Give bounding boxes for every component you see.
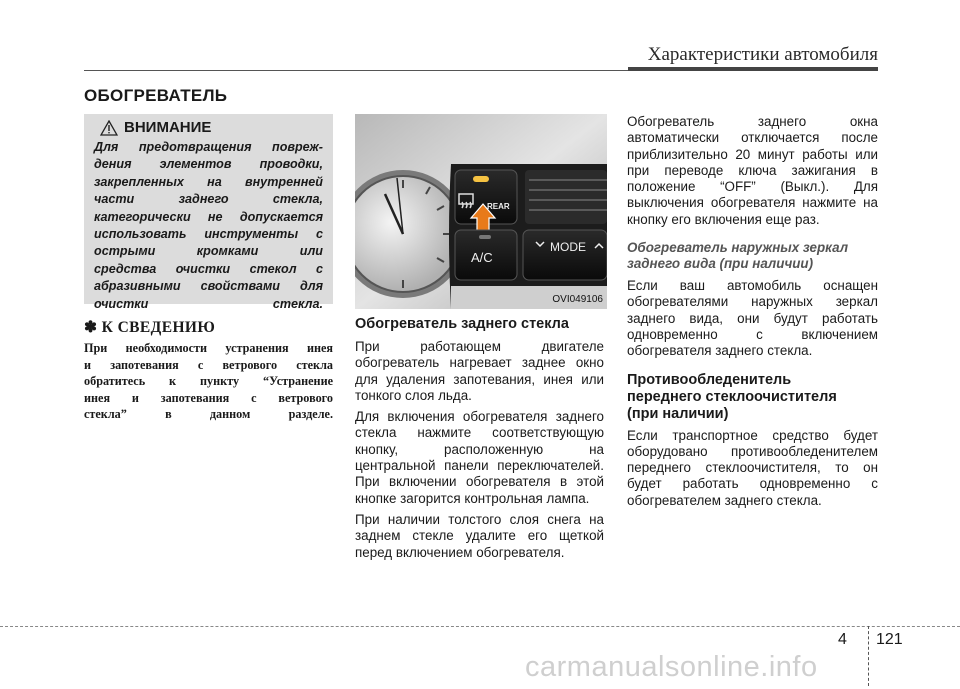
text-line: стекла нажмите соответствующую bbox=[355, 425, 604, 441]
rear-defroster-section bbox=[355, 316, 604, 561]
text-line: обогревателями наружных зеркал bbox=[627, 294, 878, 310]
rear-button-label: REAR bbox=[487, 202, 510, 211]
text-line: кнопку, расположенную на bbox=[355, 441, 604, 457]
section-number: 4 bbox=[838, 631, 847, 648]
note-text bbox=[84, 340, 333, 423]
text-line: выключения обогревателя нажмите на bbox=[627, 195, 878, 211]
warning-box bbox=[84, 114, 333, 311]
text-line: при переводе ключа зажигания в bbox=[627, 162, 878, 178]
warning-line: дения элементов проводки, bbox=[94, 157, 323, 172]
warning-line: категорически не допускается bbox=[94, 209, 323, 224]
header-rule-thick bbox=[628, 67, 878, 71]
heading-line: Обогреватель наружных зеркал bbox=[627, 240, 849, 256]
warning-line: средства очистки стекол с bbox=[94, 261, 323, 276]
text-line: перед включением обогревателя. bbox=[355, 544, 565, 560]
ac-button-label: A/C bbox=[471, 250, 493, 265]
paragraph bbox=[627, 278, 878, 359]
paragraph bbox=[355, 339, 604, 404]
paragraph bbox=[627, 428, 878, 509]
warning-text bbox=[94, 139, 323, 313]
text-line: Для включения обогревателя заднего bbox=[355, 409, 604, 425]
note-line: инея и запотевания с ветрового bbox=[84, 390, 333, 405]
warning-line: абразивными свойствами для bbox=[94, 279, 323, 294]
right-column bbox=[627, 114, 878, 509]
warning-line: Для предотвращения повреж- bbox=[94, 140, 323, 154]
note-title: ✽ К СВЕДЕНИЮ bbox=[84, 319, 216, 336]
paragraph bbox=[355, 409, 604, 507]
text-line: При включении обогревателя в этой bbox=[355, 474, 604, 490]
warning-line: очистки стекла. bbox=[94, 296, 323, 311]
control-panel-photo bbox=[355, 114, 607, 309]
mirror-heading bbox=[627, 240, 878, 272]
text-line: положение “OFF” (Выкл.). Для bbox=[627, 179, 878, 195]
warning-line: острыми кромками или bbox=[94, 244, 323, 259]
warning-line: части заднего стекла, bbox=[94, 192, 323, 207]
mode-button-label: MODE bbox=[550, 240, 586, 254]
wiper-deicer-heading bbox=[627, 372, 878, 423]
text-line: заднего вида, они будут работать bbox=[627, 310, 878, 326]
text-line: кнопке загорится контрольная лампа. bbox=[355, 490, 590, 506]
text-line: Обогреватель заднего окна bbox=[627, 114, 878, 129]
watermark: carmanualsonline.info bbox=[525, 651, 818, 683]
section-heading: Обогреватель заднего стекла bbox=[355, 316, 569, 332]
text-line: переднего стеклоочистителя, то он bbox=[627, 460, 878, 476]
heading-line: Противообледенитель bbox=[627, 371, 792, 388]
text-line: одновременно с включением bbox=[627, 326, 878, 342]
warning-title: ВНИМАНИЕ bbox=[124, 119, 212, 136]
text-line: тонкого слоя льда. bbox=[355, 387, 472, 403]
figure-code: OVI049106 bbox=[552, 294, 603, 305]
text-line: обогреватель нагревает заднее окно bbox=[355, 355, 604, 371]
warning-line: использовать инструменты с bbox=[94, 227, 323, 242]
page-separator bbox=[868, 626, 870, 686]
text-line: кнопку его включения еще раз. bbox=[627, 211, 820, 227]
page-number: 121 bbox=[876, 631, 903, 648]
text-line: заднем стекле удалите его щеткой bbox=[355, 528, 604, 544]
text-line: Если транспортное средство будет bbox=[627, 427, 878, 443]
note-line: обратитесь к пункту “Устранение bbox=[84, 374, 333, 389]
text-line: обогревателя заднего стекла. bbox=[627, 343, 813, 359]
page-title: ОБОГРЕВАТЕЛЬ bbox=[84, 86, 228, 105]
note-line: При необходимости устранения инея bbox=[84, 341, 333, 355]
note-line: стекла” в данном разделе. bbox=[84, 407, 333, 422]
text-line: обогревателем заднего стекла. bbox=[627, 492, 822, 508]
heading-line: (при наличии) bbox=[627, 405, 729, 422]
text-line: При наличии толстого слоя снега на bbox=[355, 511, 604, 527]
text-line: оборудовано противообледенителем bbox=[627, 443, 878, 459]
paragraph bbox=[627, 114, 878, 228]
text-line: центральной панели переключателей. bbox=[355, 458, 604, 474]
footer-rule bbox=[0, 626, 960, 627]
text-line: Если ваш автомобиль оснащен bbox=[627, 278, 878, 294]
warning-triangle-icon bbox=[100, 120, 118, 136]
warning-header bbox=[100, 119, 323, 136]
warning-line: закрепленных на внутренней bbox=[94, 174, 323, 189]
text-line: будет работать одновременно с bbox=[627, 476, 878, 492]
note-line: и запотевания с ветрового стекла bbox=[84, 357, 333, 372]
paragraph bbox=[355, 512, 604, 561]
heading-line: переднего стеклоочистителя bbox=[627, 388, 837, 405]
text-line: для удаления запотевания, инея или bbox=[355, 371, 604, 387]
text-line: приблизительно 20 минут работы или bbox=[627, 146, 878, 162]
section-header-title: Характеристики автомобиля bbox=[647, 44, 878, 65]
text-line: автоматически отключается после bbox=[627, 130, 878, 146]
heading-line: заднего вида (при наличии) bbox=[627, 256, 814, 272]
text-line: При работающем двигателе bbox=[355, 339, 604, 354]
control-panel-illustration bbox=[355, 114, 607, 309]
